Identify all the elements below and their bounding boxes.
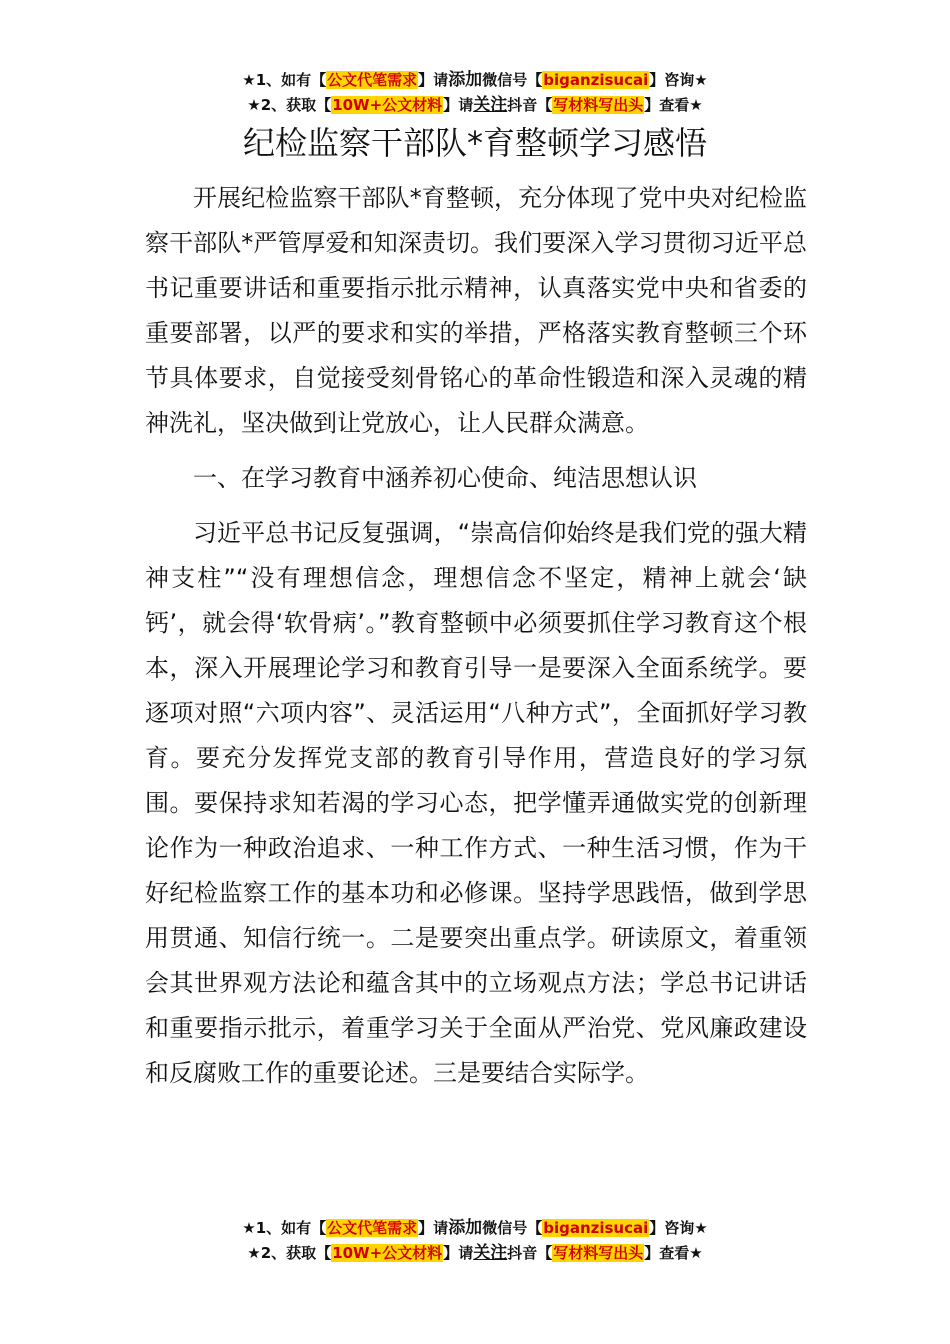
ad-text: 】请: [443, 96, 474, 114]
header-ad-banner: [0, 68, 950, 118]
ad-line-1: [0, 68, 950, 93]
ad-line-2: [0, 1241, 950, 1266]
paragraph-section-1: 习近平总书记反复强调，“崇高信仰始终是我们党的强大精神支柱”“没有理想信念，理想信念不坚定，精神上就会‘缺钙’，就会得‘软骨病’。”教育整顿中必须要抓住学习教育这个根本，深入开展理论学习和教育引导一是要深入全面系统学。要逐项对照“六项内容”、灵活运用“八种方式”，全面抓好学习教育。要充分发挥党支部的教育引导作用，营造良好的学习氛围。要保持求知若渴的学习心态，把学懂弄通做实党的创新理论作为一种政治追求、一种工作方式、一种生活习惯，作为干好纪检监察工作的基本功和必修课。坚持学思践悟，做到学思用贯通、知信行统一。二是要突出重点学。研读原文，着重领会其世界观方法论和蕴含其中的立场观点方法；学总书记讲话和重要指示批示，着重学习关于全面从严治党、党风廉政建设和反腐败工作的重要论述。三是要结合实际学。: [145, 519, 807, 1087]
document-title: 纪检监察干部队*育整顿学习感悟: [242, 124, 707, 162]
ad-text: ★2、获取【: [247, 96, 332, 114]
ad-text: 抖音【: [507, 96, 553, 114]
ad-highlight: 10W+公文材料: [332, 96, 443, 114]
ad-text: 】请: [418, 1219, 449, 1237]
ad-text: 微信号【: [482, 1219, 543, 1237]
footer-ad-banner: [0, 1216, 950, 1266]
section-heading: 一、在学习教育中涵养初心使命、纯洁思想认识: [193, 464, 697, 492]
ad-highlight: 公文代笔需求: [327, 1219, 418, 1237]
ad-text: 】查看★: [644, 96, 703, 114]
ad-highlight: 公文代笔需求: [327, 71, 418, 89]
ad-highlight-douyin-id: 写材料写出头: [553, 1244, 644, 1262]
ad-highlight-wechat-id: biganzisucai: [543, 71, 649, 89]
ad-text: 】请: [443, 1244, 474, 1262]
paragraph-intro: 开展纪检监察干部队*育整顿，充分体现了党中央对纪检监察干部队*严管厚爱和知深责切。我们要深入学习贯彻习近平总书记重要讲话和重要指示批示精神，认真落实党中央和省委的重要部署，以严的要求和实的举措，严格落实教育整顿三个环节具体要求，自觉接受刻骨铭心的革命性锻造和深入灵魂的精神洗礼，坚决做到让党放心，让人民群众满意。: [145, 184, 807, 437]
ad-highlight-wechat-id: biganzisucai: [543, 1219, 649, 1237]
ad-text: ★2、获取【: [247, 1244, 332, 1262]
ad-highlight-douyin-id: 写材料写出头: [553, 96, 644, 114]
ad-text: ★1、如有【: [242, 1219, 327, 1237]
ad-text: 微信号【: [482, 71, 543, 89]
ad-text: 】查看★: [644, 1244, 703, 1262]
document-body: [145, 176, 807, 1106]
ad-highlight: 10W+公文材料: [332, 1244, 443, 1262]
ad-line-2: [0, 93, 950, 118]
ad-emphasis: 添加: [448, 70, 483, 90]
ad-text: 抖音【: [507, 1244, 553, 1262]
ad-text: 】请: [418, 71, 449, 89]
ad-text: 】咨询★: [649, 1219, 708, 1237]
ad-emphasis: 关注: [473, 1243, 508, 1263]
ad-emphasis: 关注: [473, 95, 508, 115]
ad-text: ★1、如有【: [242, 71, 327, 89]
ad-emphasis: 添加: [448, 1218, 483, 1238]
ad-line-1: [0, 1216, 950, 1241]
ad-text: 】咨询★: [649, 71, 708, 89]
